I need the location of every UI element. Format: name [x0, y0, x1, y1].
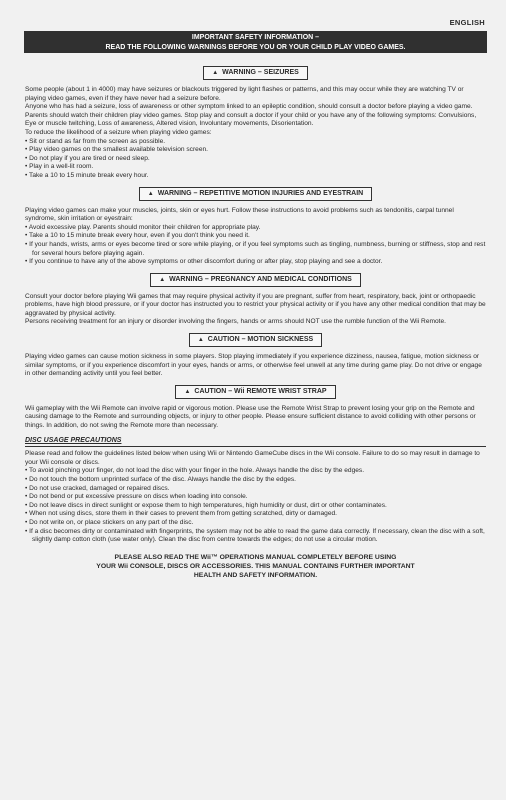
list-item: • Do not write on, or place stickers on any part of the disc.: [25, 519, 486, 528]
safety-banner: [24, 31, 487, 53]
warning-triangle-icon: ▲: [212, 70, 219, 76]
list-item: • Do not bend or put excessive pressure on discs when loading into console.: [25, 493, 486, 502]
list-item: • Do not play if you are tired or need sleep.: [25, 155, 486, 164]
seizures-list: [25, 138, 486, 181]
seizures-paragraph-3: Parents should watch their children play video games. Stop play and consult a doctor if your child or you have any of the following symptoms: Convulsions, Eye or muscle twitching, Loss of awareness, Altered vision, Involuntary movements, Disorientation.: [25, 111, 477, 128]
seizures-heading: WARNING – SEIZURES: [222, 69, 299, 76]
strap-paragraph-1: Wii gameplay with the Wii Remote can involve rapid or vigorous motion. Please use the Remote Wrist Strap to prevent losing your grip on the Remote and causing damage to the Remote and surrounding objects, or injury to other people. Please ensure sufficient distance to avoid colliding with other persons or things. In addition, do not swing the Remote more than necessary.: [25, 404, 476, 430]
pregnancy-paragraph-1: Consult your doctor before playing Wii games that may require physical activity if you are pregnant, suffer from heart, respiratory, back, joint or orthopaedic problems, have high blood pressure, or if your doctor has instructed you to restrict your physical activity or if you have any other medical condition that may be aggravated by physical activity.: [25, 292, 486, 317]
footer-line-3: HEALTH AND SAFETY INFORMATION.: [193, 571, 318, 579]
seizures-heading-box: [203, 66, 308, 80]
section-pregnancy: [25, 273, 486, 327]
section-seizures: [25, 66, 486, 181]
warning-triangle-icon: ▲: [147, 190, 154, 197]
list-item: • Do not leave discs in direct sunlight or expose them to high temperatures, high humidity or dust, dirt or other contaminates.: [25, 502, 486, 511]
page-content: [25, 66, 486, 580]
warning-triangle-icon: ▲: [184, 388, 191, 395]
footer-line-2: YOUR Wii CONSOLE, DISCS OR ACCESSORIES. THIS MANUAL CONTAINS FURTHER IMPORTANT: [96, 562, 415, 570]
section-wrist-strap: [25, 385, 486, 431]
seizures-paragraph-2: Anyone who has had a seizure, loss of awareness or other symptom linked to an epileptic condition, should consult a doctor before playing a video game.: [25, 103, 473, 111]
pregnancy-heading-box: [150, 273, 361, 287]
list-item: • To avoid pinching your finger, do not load the disc with your finger in the hole. Always handle the disc by the edges.: [25, 467, 486, 476]
strap-heading-box: [175, 385, 335, 399]
list-item: • Play in a well-lit room.: [25, 163, 486, 172]
disc-heading: DISC USAGE PRECAUTIONS: [25, 436, 122, 444]
repetitive-heading-box: [139, 187, 372, 201]
motion-heading: CAUTION – MOTION SICKNESS: [207, 336, 314, 344]
list-item: • Sit or stand as far from the screen as possible.: [25, 138, 486, 147]
disc-divider: [25, 446, 486, 447]
disc-paragraph-1: Please read and follow the guidelines listed below when using Wii or Nintendo GameCube discs in the Wii console. Failure to do so may result in damage to your Wii console or discs.: [25, 450, 480, 466]
motion-heading-box: [189, 333, 322, 347]
repetitive-heading: WARNING – REPETITIVE MOTION INJURIES AND EYESTRAIN: [157, 189, 364, 197]
seizures-paragraph-1: Some people (about 1 in 4000) may have seizures or blackouts triggered by light flashes or patterns, and this may occur while they are watching TV or playing video games, even if they have never had a seizure before.: [25, 86, 464, 102]
footer-line-1: PLEASE ALSO READ THE Wii™ OPERATIONS MANUAL COMPLETELY BEFORE USING: [114, 553, 397, 561]
list-item: • Take a 10 to 15 minute break every hour.: [25, 172, 486, 181]
list-item: • If you continue to have any of the above symptoms or other discomfort during or after play, stop playing and see a doctor.: [25, 258, 486, 267]
list-item: • Avoid excessive play. Parents should monitor their children for appropriate play.: [25, 224, 486, 233]
pregnancy-heading: WARNING – PREGNANCY AND MEDICAL CONDITIONS: [169, 275, 352, 283]
banner-line-2: READ THE FOLLOWING WARNINGS BEFORE YOU OR YOUR CHILD PLAY VIDEO GAMES.: [105, 43, 406, 51]
repetitive-paragraph-1: Playing video games can make your muscles, joints, skin or eyes hurt. Follow these instructions to avoid problems such as tendonitis, carpal tunnel syndrome, skin irritation or eyestrain:: [25, 206, 454, 223]
banner-line-1: IMPORTANT SAFETY INFORMATION –: [191, 34, 320, 41]
warning-triangle-icon: ▲: [197, 337, 204, 344]
section-repetitive-motion: [25, 187, 486, 267]
disc-list: [25, 467, 486, 544]
seizures-paragraph-4: To reduce the likelihood of a seizure when playing video games:: [25, 128, 212, 136]
repetitive-list: [25, 224, 486, 267]
pregnancy-paragraph-2: Persons receiving treatment for an injury or disorder involving the fingers, hands or arms should NOT use the rumble function of the Wii Remote.: [25, 318, 446, 326]
list-item: • Take a 10 to 15 minute break every hour, even if you don't think you need it.: [25, 232, 486, 241]
list-item: • Do not use cracked, damaged or repaired discs.: [25, 485, 486, 494]
section-motion-sickness: [25, 333, 486, 379]
list-item: • When not using discs, store them in their cases to prevent them from getting scratched, dirty or damaged.: [25, 510, 486, 519]
list-item: • If a disc becomes dirty or contaminated with fingerprints, the system may not be able to read the game data correctly. If necessary, clean the disc with a soft, slightly damp cotton cloth (use water only). Clean the disc from centre towards the edges; do not use a circular motion.: [25, 528, 486, 545]
section-disc-usage: [25, 437, 486, 545]
list-item: • Play video games on the smallest available television screen.: [25, 146, 486, 155]
warning-triangle-icon: ▲: [159, 276, 166, 283]
language-label: ENGLISH: [449, 18, 485, 27]
list-item: • Do not touch the bottom unprinted surface of the disc. Always handle the disc by the edges.: [25, 476, 486, 485]
strap-heading: CAUTION – Wii REMOTE WRIST STRAP: [194, 387, 327, 395]
motion-paragraph-1: Playing video games can cause motion sickness in some players. Stop playing immediately if you experience dizziness, nausea, fatigue, motion sickness or similar symptoms, or if you experience discomfort in your eyes, hands or arms, or otherwise feel unwell at any time during game play. Do not drive or engage in other demanding activity until you feel better.: [25, 353, 482, 378]
list-item: • If your hands, wrists, arms or eyes become tired or sore while playing, or if you feel symptoms such as tingling, numbness, burning or stiffness, stop and rest for several hours before playing again.: [25, 241, 486, 258]
footer-notice: [25, 553, 486, 580]
